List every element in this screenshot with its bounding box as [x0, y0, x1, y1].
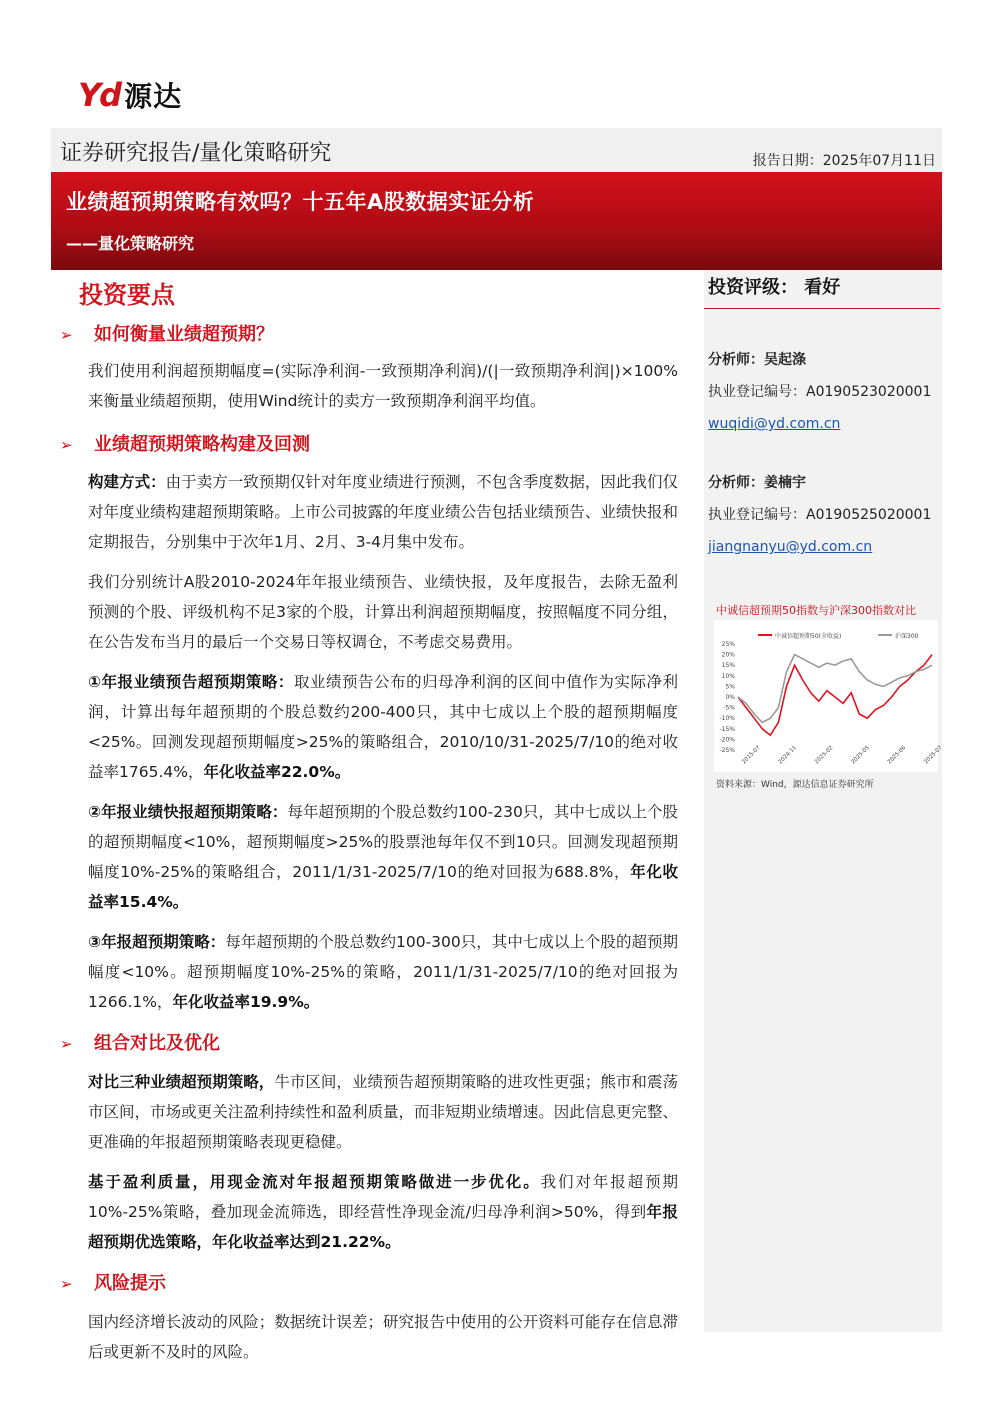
bold-tail: 年化收益率19.9%。 [172, 993, 320, 1011]
bullet-heading-4 [60, 1269, 166, 1295]
bullet-text: 组合对比及优化 [94, 1033, 220, 1054]
paragraph-comparison [88, 1067, 678, 1157]
paragraph-text: 我们对年报超预期10%-25%策略，叠加现金流筛选，即经营性净现金流/归母净利润>50%，得到 [88, 1173, 678, 1221]
paragraph-text: 取业绩预告公布的归母净利润的区间中值作为实际净利润，计算出每年超预期的个股总数约200-400只，其中七成以上个股的超预期幅度<25%。回测发现超预期幅度>25%的策略组合，2010/10/31-2025/7/10的绝对收益率1765.4%， [88, 673, 678, 781]
arrow-icon: ➢ [60, 436, 73, 454]
bold-lead: ③年报超预期策略： [88, 933, 226, 951]
figure-title: 中诚信超预期50指数与沪深300指数对比 [716, 604, 916, 617]
x-tick-label: 2025-02 [813, 744, 835, 766]
x-tick-label: 2025-05 [850, 744, 871, 766]
analyst-2 [708, 467, 931, 563]
paragraph-risk: 国内经济增长波动的风险；数据统计误差；研究报告中使用的公开资料可能存在信息滞后或更新不及时的风险。 [88, 1313, 678, 1361]
bold-tail: 年化收益率达到21.22%。 [212, 1233, 401, 1251]
analyst-reg: 执业登记编号：A0190523020001 [708, 384, 932, 400]
report-date: 报告日期：2025年07月11日 [752, 153, 936, 169]
y-tick-label: 20% [721, 651, 735, 659]
arrow-icon: ➢ [60, 326, 73, 344]
paragraph-construction [88, 467, 678, 557]
y-tick-label: -15% [719, 725, 735, 733]
x-tick-label: 2025-06 [886, 744, 908, 766]
bullet-heading-1 [60, 320, 274, 346]
paragraph-text: 每年超预期的个股总数约100-300只，其中七成以上个股的超预期幅度<10%。超预期幅度10%-25%的策略，2011/1/31-2025/7/10的绝对回报为1266.1%， [88, 933, 679, 1011]
investment-rating: 投资评级： 看好 [708, 277, 841, 298]
analyst-email-link[interactable]: jiangnanyu@yd.com.cn [708, 539, 873, 555]
section-title: 投资要点 [79, 281, 175, 309]
paragraph-text: 每年超预期的个股总数约100-230只，其中七成以上个股的超预期幅度<10%，超预期幅度>25%的股票池每年仅不到10只。回测发现超预期幅度10%-25%的策略组合，2011/1/31-2025/7/10的绝对回报为688.8%， [88, 803, 678, 881]
arrow-icon: ➢ [60, 1035, 73, 1053]
paragraph-annual-strategy [88, 927, 678, 1017]
series-line [738, 655, 932, 723]
series-line [738, 655, 932, 736]
paragraph-text: 由于卖方一致预期仅针对年度业绩进行预测，不包含季度数据，因此我们仅对年度业绩构建超预期策略。上市公司披露的年度业绩公告包括业绩预告、业绩快报和定期报告，分别集中于次年1月、2月、3-4月集中发布。 [88, 473, 678, 551]
bullet-text: 如何衡量业绩超预期？ [94, 324, 274, 345]
figure-source: 资料来源：Wind，源达信息证券研究所 [716, 780, 874, 790]
bullet-text: 业绩超预期策略构建及回测 [94, 434, 310, 455]
bullet-heading-3 [60, 1029, 220, 1055]
y-tick-label: -5% [723, 704, 735, 712]
rating-divider [704, 308, 940, 309]
y-tick-label: 10% [721, 672, 735, 680]
bold-lead: 构建方式： [88, 473, 166, 491]
paragraph-forecast-strategy [88, 667, 678, 787]
y-tick-label: 0% [725, 694, 735, 701]
analyst-name: 分析师：吴起涤 [708, 352, 806, 368]
report-subtitle: ——量化策略研究 [66, 234, 195, 253]
company-logo [78, 78, 182, 112]
report-type: 证券研究报告/量化策略研究 [60, 141, 332, 166]
logo-name: 源达 [124, 80, 183, 113]
legend-label: 沪深300 [895, 633, 919, 640]
analyst-name: 分析师：姜楠宇 [708, 475, 806, 491]
report-title: 业绩超预期策略有效吗？十五年A股数据实证分析 [66, 190, 535, 214]
bold-lead: 基于盈利质量，用现金流对年报超预期策略做进一步优化。 [88, 1173, 541, 1191]
index-comparison-chart [714, 620, 944, 772]
paragraph-optimization [88, 1167, 678, 1257]
x-tick-label: 2025-07 [923, 744, 944, 766]
y-tick-label: -10% [719, 715, 735, 723]
paragraph-statistics: 我们分别统计A股2010-2024年年报业绩预告、业绩快报，及年度报告，去除无盈利预测的个股、评级机构不足3家的个股，计算出利润超预期幅度，按照幅度不同分组，在公告发布当月的最后一个交易日等权调仓，不考虑交易费用。 [88, 573, 678, 651]
bold-lead: ①年报业绩预告超预期策略： [88, 673, 294, 691]
paragraph-measure: 我们使用利润超预期幅度=(实际净利润-一致预期净利润)/(|一致预期净利润|)×100% 来衡量业绩超预期，使用Wind统计的卖方一致预期净利润平均值。 [88, 362, 678, 410]
bold-tail: 年化收益率15.4%。 [88, 863, 678, 911]
logo-mark: Yd [78, 76, 121, 114]
y-tick-label: -25% [719, 747, 735, 754]
analyst-email-link[interactable]: wuqidi@yd.com.cn [708, 416, 841, 432]
legend-label: 中诚信超预期50(全收益) [775, 633, 842, 640]
y-tick-label: -20% [719, 736, 735, 744]
bullet-text: 风险提示 [94, 1273, 166, 1294]
analyst-1 [708, 344, 931, 440]
paragraph-text: 牛市区间，业绩预告超预期策略的进攻性更强；熊市和震荡市区间，市场或更关注盈利持续性和盈利质量，而非短期业绩增速。因此信息更完整、更准确的年报超预期策略表现更稳健。 [88, 1073, 678, 1151]
bold-tail: 年化收益率22.0%。 [203, 763, 351, 781]
chart-svg [714, 620, 944, 772]
x-tick-label: 2024-11 [777, 744, 799, 766]
bold-lead: ②年报业绩快报超预期策略： [88, 803, 288, 821]
y-tick-label: 15% [721, 662, 735, 670]
analyst-reg: 执业登记编号：A0190525020001 [708, 507, 932, 523]
paragraph-express-strategy [88, 797, 678, 917]
y-tick-label: 25% [721, 641, 735, 648]
y-tick-label: 5% [725, 683, 735, 691]
x-tick-label: 2015-07 [741, 744, 762, 766]
bold-lead: 对比三种业绩超预期策略， [88, 1073, 275, 1091]
bold-mid: 年报超预期优选策略， [88, 1203, 678, 1251]
arrow-icon: ➢ [60, 1275, 73, 1293]
bullet-heading-2 [60, 430, 310, 456]
